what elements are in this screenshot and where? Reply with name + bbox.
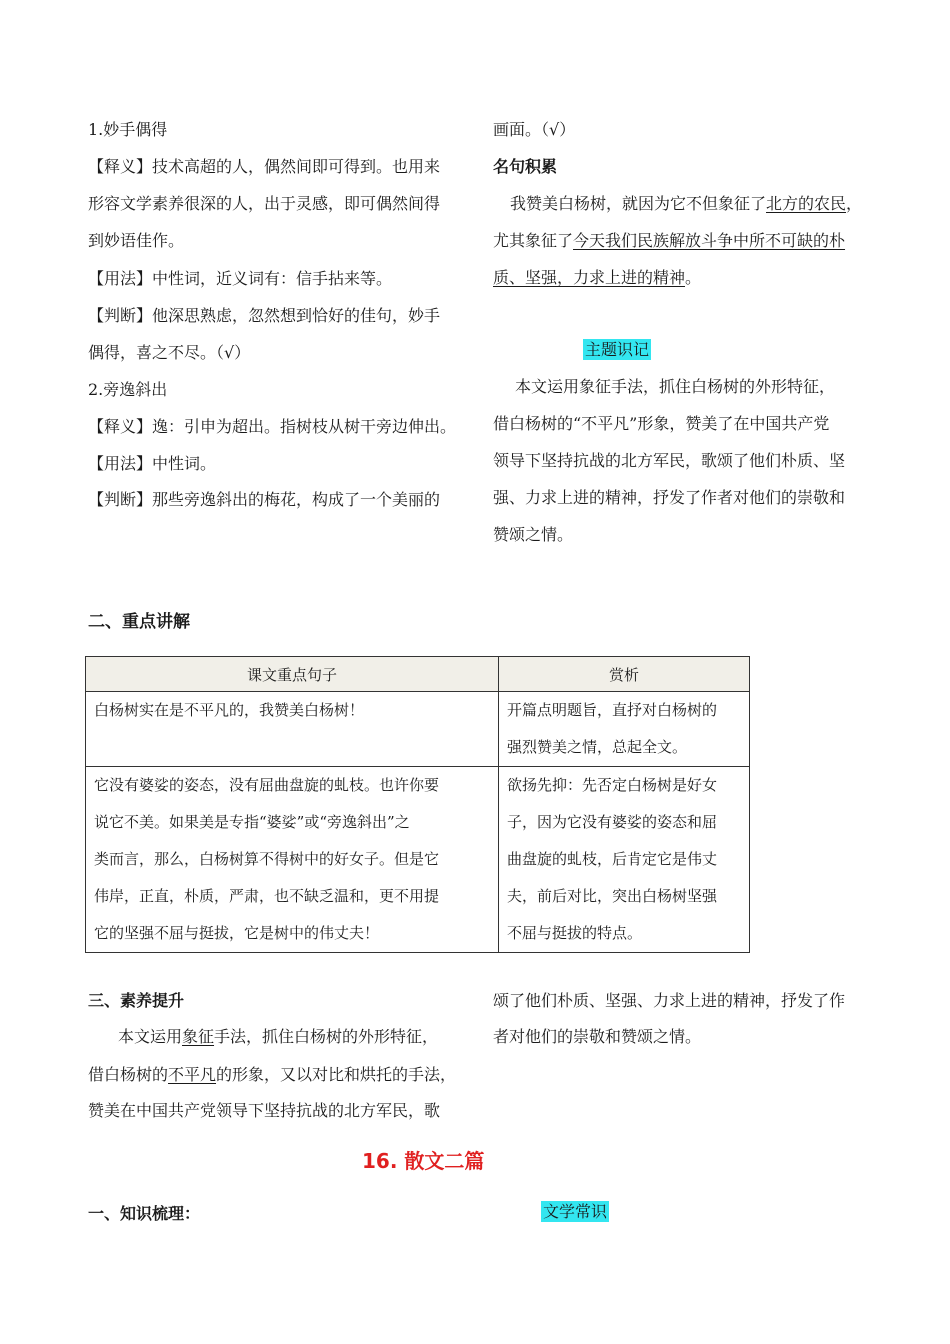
sentence-line: 伟岸，正直，朴质，严肃，也不缺乏温和，更不用提 <box>94 887 440 905</box>
item1-line: 【释义】技术高超的人，偶然间即可得到。也用来 <box>88 157 441 176</box>
analysis-cell <box>499 767 750 953</box>
analysis-line: 开篇点明题旨，直抒对白杨树的 <box>507 701 718 719</box>
analysis-line: 不屈与挺拔的特点。 <box>507 924 643 942</box>
quote-line: 尤其象征了今天我们民族解放斗争中所不可缺的朴 <box>493 231 846 250</box>
quote-line: 我赞美白杨树，就因为它不但象征了北方的农民， <box>510 194 863 213</box>
analysis-line: 夫，前后对比，突出白杨树坚强 <box>507 887 718 905</box>
theme-line: 强、力求上进的精神，抒发了作者对他们的崇敬和 <box>493 488 846 507</box>
section3-line: 本文运用象征手法，抓住白杨树的外形特征， <box>118 1027 439 1046</box>
section3-line: 颂了他们朴质、坚强、力求上进的精神，抒发了作 <box>493 991 846 1010</box>
analysis-line: 曲盘旋的虬枝，后肯定它是伟丈 <box>507 850 718 868</box>
table-row <box>86 767 750 953</box>
sentence-line: 说它不美。如果美是专指“婆娑”或“旁逸斜出”之 <box>94 813 410 831</box>
sentence-line: 它的坚强不屈与挺拔，它是树中的伟丈夫！ <box>94 924 380 942</box>
item1-line: 【用法】中性词，近义词有：信手拈来等。 <box>88 269 393 288</box>
section2-heading: 二、重点讲解 <box>88 612 190 632</box>
item1-title: 1.妙手偶得 <box>88 120 168 139</box>
section1-heading: 一、知识梳理： <box>88 1204 201 1223</box>
table-header-row <box>86 657 750 692</box>
theme-line: 赞颂之情。 <box>493 525 574 544</box>
sentence-line: 它没有婆娑的姿态，没有屈曲盘旋的虬枝。也许你要 <box>94 776 440 794</box>
theme-line: 借白杨树的“不平凡”形象，赞美了在中国共产党 <box>493 414 830 433</box>
item1-line: 形容文学素养很深的人，出于灵感，即可偶然间得 <box>88 194 441 213</box>
table-header-analysis: 赏析 <box>499 657 750 692</box>
section3-line: 借白杨树的不平凡的形象，又以对比和烘托的手法， <box>88 1065 457 1084</box>
analysis-line: 欲扬先抑：先否定白杨树是好女 <box>507 776 718 794</box>
section3-line: 者对他们的崇敬和赞颂之情。 <box>493 1027 702 1046</box>
sentence-line: 类而言，那么，白杨树算不得树中的好女子。但是它 <box>94 850 440 868</box>
theme-line: 领导下坚持抗战的北方军民，歌颂了他们朴质、坚 <box>493 451 846 470</box>
item2-line: 【释义】逸：引申为超出。指树枝从树干旁边伸出。 <box>88 417 457 436</box>
analysis-line: 子，因为它没有婆娑的姿态和屈 <box>507 813 718 831</box>
table-header-sentence: 课文重点句子 <box>86 657 499 692</box>
item1-line: 【判断】他深思熟虑，忽然想到恰好的佳句，妙手 <box>88 306 441 325</box>
continued-text: 画面。（√） <box>493 120 576 139</box>
sentence-cell <box>86 767 499 953</box>
item2-line: 【用法】中性词。 <box>88 454 217 473</box>
item1-line: 到妙语佳作。 <box>88 231 185 250</box>
quote-heading: 名句积累 <box>493 157 558 176</box>
table-row <box>86 692 750 767</box>
literature-tag: 文学常识 <box>543 1202 608 1221</box>
analysis-line: 强烈赞美之情，总起全文。 <box>507 738 688 756</box>
sentence-cell <box>86 692 499 767</box>
item1-line: 偶得，喜之不尽。（√） <box>88 343 251 362</box>
item2-title: 2.旁逸斜出 <box>88 380 168 399</box>
theme-line: 本文运用象征手法，抓住白杨树的外形特征， <box>515 377 836 396</box>
item2-line: 【判断】那些旁逸斜出的梅花，构成了一个美丽的 <box>88 490 441 509</box>
section3-heading: 三、素养提升 <box>88 991 185 1010</box>
key-sentences-table <box>85 656 750 953</box>
theme-tag: 主题识记 <box>585 340 650 359</box>
quote-line: 质、坚强，力求上进的精神。 <box>493 268 702 287</box>
sentence-line: 白杨树实在是不平凡的，我赞美白杨树！ <box>94 701 365 719</box>
section3-line: 赞美在中国共产党领导下坚持抗战的北方军民，歌 <box>88 1101 441 1120</box>
analysis-cell <box>499 692 750 767</box>
lesson-title: 16. 散文二篇 <box>362 1149 485 1173</box>
